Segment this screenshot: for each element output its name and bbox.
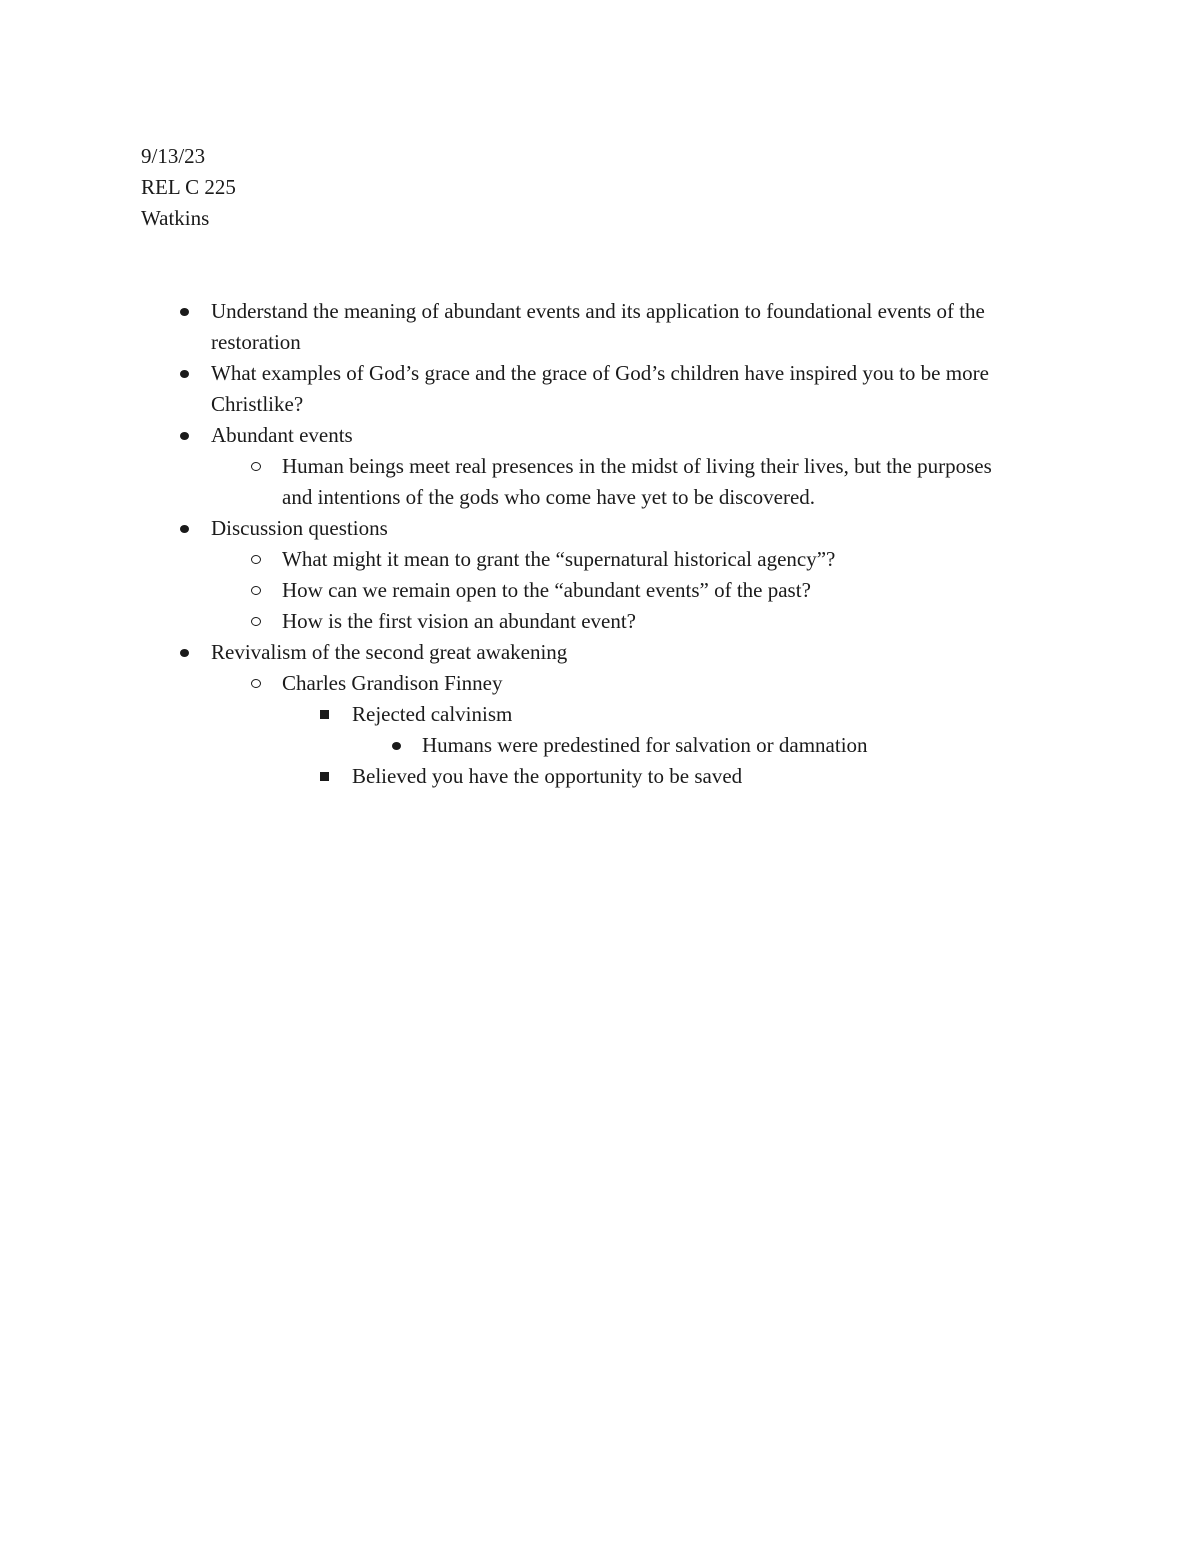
list-item: [0, 358, 1056, 420]
disc-bullet-icon: [177, 358, 191, 389]
list-item: [0, 699, 1052, 730]
disc-bullet-icon: [177, 513, 191, 544]
square-bullet-icon: [317, 699, 331, 730]
list-item-text: Abundant events: [211, 423, 353, 447]
course-code: REL C 225: [141, 175, 236, 199]
list-item: [0, 420, 1056, 451]
circle-bullet-icon: [249, 606, 263, 637]
square-bullet-icon: [317, 761, 331, 792]
list-item-text: Charles Grandison Finney: [282, 671, 503, 695]
list-item: [0, 668, 1002, 699]
list-item: [0, 544, 1002, 575]
list-item-text: Human beings meet real presences in the midst of living their lives, but the purposes and intentions of the gods who come have yet to be discovered.: [282, 454, 992, 509]
circle-bullet-icon: [249, 451, 263, 482]
list-item: [0, 296, 1056, 358]
disc-bullet-icon: [389, 730, 403, 761]
list-item-text: Rejected calvinism: [352, 702, 513, 726]
list-item: [0, 451, 1002, 513]
list-item-text: Believed you have the opportunity to be saved: [352, 764, 743, 788]
list-item-text: Revivalism of the second great awakening: [211, 640, 568, 664]
list-item: [0, 761, 1052, 792]
list-item-text: How is the first vision an abundant event?: [282, 609, 637, 633]
circle-bullet-icon: [249, 575, 263, 606]
list-item: [0, 575, 1002, 606]
circle-bullet-icon: [249, 544, 263, 575]
list-item-text: Discussion questions: [211, 516, 388, 540]
list-item-text: What might it mean to grant the “supernatural historical agency”?: [282, 547, 836, 571]
notes-list: [0, 296, 1200, 792]
instructor-name: Watkins: [141, 206, 210, 230]
note-date: 9/13/23: [141, 144, 206, 168]
disc-bullet-icon: [177, 637, 191, 668]
disc-bullet-icon: [177, 420, 191, 451]
disc-bullet-icon: [177, 296, 191, 327]
list-item: [0, 606, 1002, 637]
list-item: [0, 730, 1062, 761]
list-item: [0, 637, 1056, 668]
list-item-text: Humans were predestined for salvation or damnation: [422, 733, 868, 757]
list-item-text: Understand the meaning of abundant events and its application to foundational events of the restoration: [211, 299, 985, 354]
list-item-text: How can we remain open to the “abundant events” of the past?: [282, 578, 811, 602]
list-item-text: What examples of God’s grace and the grace of God’s children have inspired you to be more Christlike?: [211, 361, 989, 416]
circle-bullet-icon: [249, 668, 263, 699]
list-item: [0, 513, 1056, 544]
note-header: [141, 141, 236, 234]
